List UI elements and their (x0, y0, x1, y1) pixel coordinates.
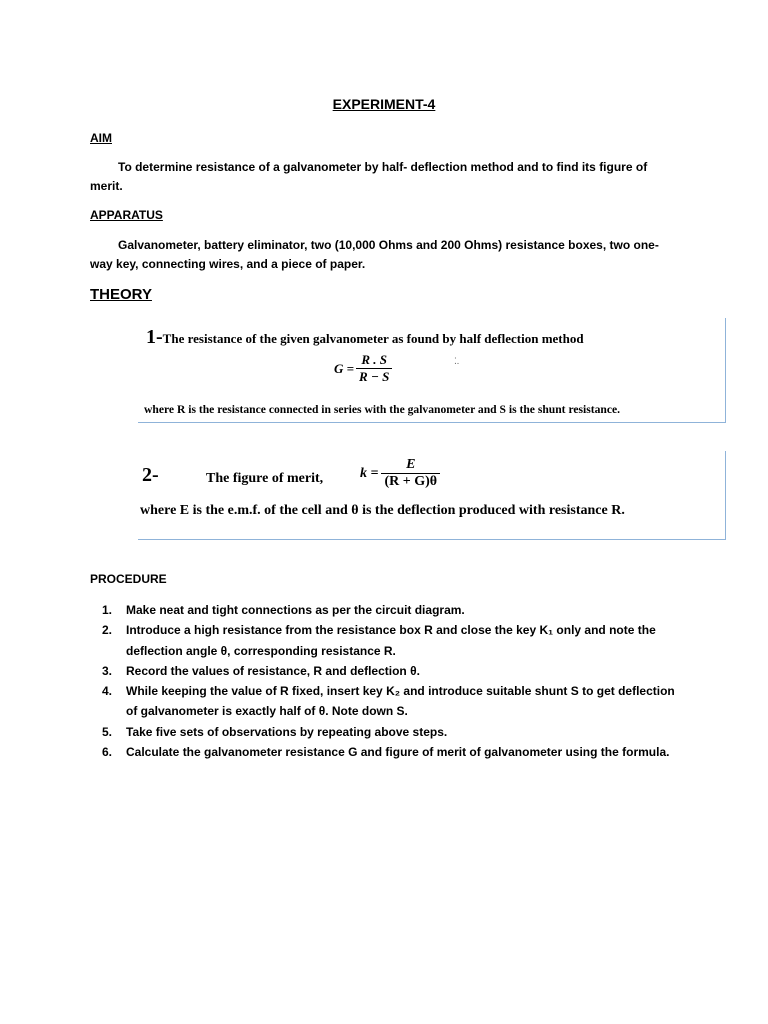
step-text: While keeping the value of R fixed, insert key K₂ and introduce suitable shunt S to get deflection of galvanometer is exactly half of θ. Note down S. (126, 684, 675, 719)
procedure-heading: PROCEDURE (90, 572, 167, 586)
formula1-denominator: R − S (356, 368, 392, 385)
procedure-step (90, 722, 680, 742)
formula1-fraction (356, 352, 392, 385)
formula2-number: 2- (142, 464, 159, 486)
procedure-steps (90, 600, 680, 762)
formula2-denominator: (R + G)θ (381, 473, 440, 490)
formula1-lhs: G = (334, 360, 355, 376)
step-text: Record the values of resistance, R and deflection θ. (126, 663, 420, 678)
step-number: 1. (102, 603, 113, 617)
formula2-fraction (381, 457, 440, 490)
page-title: EXPERIMENT-4 (332, 96, 436, 112)
theory-heading: THEORY (90, 286, 152, 303)
formula1-number: 1- (146, 326, 163, 348)
aim-heading: AIM (90, 131, 112, 145)
step-text: Introduce a high resistance from the resistance box R and close the key K₁ only and note the deflection angle θ, corresponding resistance R. (126, 623, 656, 658)
apparatus-text: Galvanometer, battery eliminator, two (10,000 Ohms and 200 Ohms) resistance boxes, two one-way key, connecting wires, and a piece of paper. (90, 238, 659, 271)
formula2-note: where E is the e.m.f. of the cell and θ is the deflection produced with resistance R. (140, 503, 625, 518)
step-number: 5. (102, 724, 113, 739)
procedure-step (90, 600, 680, 620)
formula1-intro: The resistance of the given galvanometer as found by half deflection method (162, 331, 584, 346)
step-text: Make neat and tight connections as per the circuit diagram. (126, 603, 465, 617)
formula1-stray-mark: ⁚. (454, 356, 460, 366)
procedure-step (90, 661, 680, 681)
aim-text: To determine resistance of a galvanometer by half- deflection method and to find its figure of merit. (90, 160, 648, 193)
formula1-intro-line (146, 326, 584, 349)
formula1-note: where R is the resistance connected in series with the galvanometer and S is the shunt resistance. (144, 403, 621, 416)
step-number: 4. (102, 684, 113, 699)
formula1-numerator: R . S (361, 352, 388, 367)
formula-box-2 (138, 451, 726, 540)
procedure-step (90, 620, 680, 661)
procedure-step (90, 742, 680, 762)
formula2-equation (360, 457, 440, 490)
step-number: 2. (102, 623, 113, 638)
formula2-label: The figure of merit, (206, 471, 324, 486)
formula2-lhs: k = (360, 465, 379, 481)
step-text: Take five sets of observations by repeating above steps. (126, 724, 448, 739)
formula2-numerator: E (406, 457, 416, 472)
apparatus-heading: APPARATUS (90, 208, 163, 222)
step-number: 3. (102, 663, 113, 678)
step-number: 6. (102, 745, 113, 760)
procedure-step (90, 681, 680, 722)
step-text: Calculate the galvanometer resistance G and figure of merit of galvanometer using the formula. (126, 745, 670, 760)
formula1-equation (334, 352, 392, 385)
formula-box-1 (138, 318, 726, 423)
